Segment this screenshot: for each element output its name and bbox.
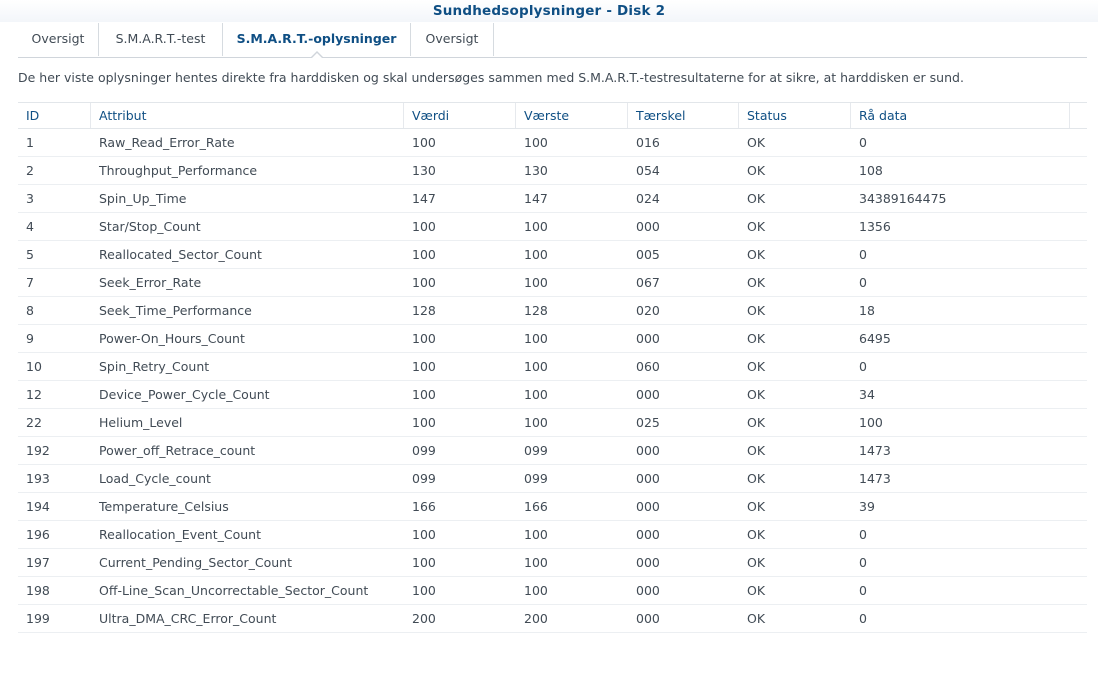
column-header-spacer xyxy=(1070,103,1087,128)
table-row[interactable] xyxy=(18,605,1087,633)
cell-threshold: 000 xyxy=(636,331,660,346)
cell-worst: 100 xyxy=(524,555,548,570)
cell-threshold: 000 xyxy=(636,527,660,542)
cell-worst: 130 xyxy=(524,163,548,178)
cell-threshold: 025 xyxy=(636,415,660,430)
cell-status: OK xyxy=(747,471,766,486)
cell-raw-data: 100 xyxy=(859,415,883,430)
cell-attribute: Star/Stop_Count xyxy=(99,219,201,234)
cell-id: 199 xyxy=(26,611,50,626)
cell-id: 198 xyxy=(26,583,50,598)
cell-threshold: 067 xyxy=(636,275,660,290)
cell-id: 9 xyxy=(26,331,34,346)
table-row[interactable] xyxy=(18,157,1087,185)
cell-status: OK xyxy=(747,611,766,626)
cell-raw-data: 1473 xyxy=(859,471,891,486)
cell-id: 5 xyxy=(26,247,34,262)
cell-raw-data: 1356 xyxy=(859,219,891,234)
cell-raw-data: 34389164475 xyxy=(859,191,947,206)
cell-worst: 100 xyxy=(524,135,548,150)
tab-smart-info[interactable] xyxy=(223,23,411,56)
cell-worst: 147 xyxy=(524,191,548,206)
cell-threshold: 000 xyxy=(636,611,660,626)
cell-id: 194 xyxy=(26,499,50,514)
table-row[interactable] xyxy=(18,325,1087,353)
cell-worst: 100 xyxy=(524,247,548,262)
column-header-raw-data[interactable]: Rå data xyxy=(851,103,1070,128)
cell-attribute: Ultra_DMA_CRC_Error_Count xyxy=(99,611,277,626)
cell-value: 166 xyxy=(412,499,436,514)
cell-status: OK xyxy=(747,555,766,570)
cell-value: 100 xyxy=(412,135,436,150)
cell-threshold: 000 xyxy=(636,471,660,486)
cell-worst: 100 xyxy=(524,415,548,430)
cell-value: 100 xyxy=(412,359,436,374)
cell-status: OK xyxy=(747,499,766,514)
cell-raw-data: 0 xyxy=(859,527,867,542)
cell-raw-data: 108 xyxy=(859,163,883,178)
table-header xyxy=(18,102,1087,129)
table-row[interactable] xyxy=(18,409,1087,437)
cell-threshold: 000 xyxy=(636,499,660,514)
cell-id: 1 xyxy=(26,135,34,150)
cell-worst: 100 xyxy=(524,219,548,234)
cell-worst: 166 xyxy=(524,499,548,514)
column-header-threshold[interactable]: Tærskel xyxy=(628,103,739,128)
cell-status: OK xyxy=(747,163,766,178)
table-row[interactable] xyxy=(18,521,1087,549)
cell-status: OK xyxy=(747,135,766,150)
cell-value: 100 xyxy=(412,415,436,430)
cell-value: 100 xyxy=(412,275,436,290)
table-row[interactable] xyxy=(18,269,1087,297)
cell-attribute: Seek_Time_Performance xyxy=(99,303,252,318)
cell-worst: 100 xyxy=(524,275,548,290)
cell-status: OK xyxy=(747,415,766,430)
cell-value: 100 xyxy=(412,331,436,346)
table-row[interactable] xyxy=(18,297,1087,325)
cell-attribute: Throughput_Performance xyxy=(99,163,258,178)
cell-threshold: 000 xyxy=(636,443,660,458)
cell-status: OK xyxy=(747,583,766,598)
tab-smart-info-label: S.M.A.R.T.-oplysninger xyxy=(236,31,397,46)
cell-raw-data: 0 xyxy=(859,611,867,626)
column-header-id[interactable]: ID xyxy=(18,103,91,128)
cell-worst: 200 xyxy=(524,611,548,626)
table-row[interactable] xyxy=(18,129,1087,157)
cell-raw-data: 0 xyxy=(859,555,867,570)
cell-value: 200 xyxy=(412,611,436,626)
cell-threshold: 005 xyxy=(636,247,660,262)
cell-value: 128 xyxy=(412,303,436,318)
cell-value: 100 xyxy=(412,527,436,542)
table-row[interactable] xyxy=(18,465,1087,493)
cell-value: 100 xyxy=(412,219,436,234)
cell-worst: 099 xyxy=(524,471,548,486)
cell-worst: 100 xyxy=(524,359,548,374)
cell-id: 10 xyxy=(26,359,42,374)
smart-attributes-table xyxy=(18,102,1087,633)
cell-status: OK xyxy=(747,191,766,206)
tab-overview-2[interactable]: Oversigt xyxy=(411,23,494,56)
cell-raw-data: 1473 xyxy=(859,443,891,458)
cell-status: OK xyxy=(747,387,766,402)
cell-threshold: 016 xyxy=(636,135,660,150)
cell-attribute: Raw_Read_Error_Rate xyxy=(99,135,235,150)
cell-threshold: 000 xyxy=(636,555,660,570)
cell-status: OK xyxy=(747,303,766,318)
cell-id: 196 xyxy=(26,527,50,542)
cell-raw-data: 0 xyxy=(859,247,867,262)
cell-worst: 100 xyxy=(524,527,548,542)
cell-attribute: Reallocation_Event_Count xyxy=(99,527,261,542)
cell-attribute: Off-Line_Scan_Uncorrectable_Sector_Count xyxy=(99,583,369,598)
cell-value: 100 xyxy=(412,555,436,570)
cell-raw-data: 18 xyxy=(859,303,875,318)
column-header-status[interactable]: Status xyxy=(739,103,851,128)
cell-threshold: 000 xyxy=(636,387,660,402)
table-row[interactable] xyxy=(18,353,1087,381)
cell-raw-data: 0 xyxy=(859,135,867,150)
cell-value: 130 xyxy=(412,163,436,178)
cell-attribute: Current_Pending_Sector_Count xyxy=(99,555,292,570)
column-header-value[interactable]: Værdi xyxy=(404,103,516,128)
cell-id: 8 xyxy=(26,303,34,318)
cell-id: 22 xyxy=(26,415,42,430)
cell-threshold: 060 xyxy=(636,359,660,374)
cell-worst: 128 xyxy=(524,303,548,318)
cell-status: OK xyxy=(747,219,766,234)
cell-status: OK xyxy=(747,331,766,346)
cell-raw-data: 0 xyxy=(859,359,867,374)
table-row[interactable] xyxy=(18,493,1087,521)
description-text: De her viste oplysninger hentes direkte fra harddisken og skal undersøges sammen med S.M.A.R.T.-testresultaterne for at sikre, at harddisken er sund. xyxy=(18,70,964,85)
cell-value: 100 xyxy=(412,247,436,262)
cell-id: 7 xyxy=(26,275,34,290)
cell-threshold: 000 xyxy=(636,219,660,234)
cell-raw-data: 34 xyxy=(859,387,875,402)
cell-threshold: 024 xyxy=(636,191,660,206)
cell-worst: 100 xyxy=(524,387,548,402)
cell-raw-data: 0 xyxy=(859,583,867,598)
cell-attribute: Seek_Error_Rate xyxy=(99,275,202,290)
table-row[interactable] xyxy=(18,549,1087,577)
cell-worst: 099 xyxy=(524,443,548,458)
cell-attribute: Spin_Up_Time xyxy=(99,191,187,206)
cell-id: 2 xyxy=(26,163,34,178)
cell-id: 192 xyxy=(26,443,50,458)
cell-raw-data: 0 xyxy=(859,275,867,290)
cell-value: 099 xyxy=(412,443,436,458)
cell-status: OK xyxy=(747,275,766,290)
cell-attribute: Spin_Retry_Count xyxy=(99,359,210,374)
tab-overview[interactable]: Oversigt xyxy=(18,23,99,56)
cell-raw-data: 6495 xyxy=(859,331,891,346)
cell-value: 099 xyxy=(412,471,436,486)
cell-worst: 100 xyxy=(524,331,548,346)
cell-attribute: Temperature_Celsius xyxy=(99,499,229,514)
tab-smart-test[interactable]: S.M.A.R.T.-test xyxy=(99,23,223,56)
cell-id: 3 xyxy=(26,191,34,206)
column-header-worst[interactable]: Værste xyxy=(516,103,628,128)
cell-threshold: 054 xyxy=(636,163,660,178)
window-title: Sundhedsoplysninger - Disk 2 xyxy=(0,0,1098,22)
table-row[interactable] xyxy=(18,185,1087,213)
cell-value: 147 xyxy=(412,191,436,206)
cell-id: 4 xyxy=(26,219,34,234)
cell-id: 193 xyxy=(26,471,50,486)
cell-value: 100 xyxy=(412,387,436,402)
cell-attribute: Load_Cycle_count xyxy=(99,471,211,486)
cell-value: 100 xyxy=(412,583,436,598)
cell-raw-data: 39 xyxy=(859,499,875,514)
cell-status: OK xyxy=(747,527,766,542)
cell-attribute: Helium_Level xyxy=(99,415,183,430)
table-row[interactable] xyxy=(18,241,1087,269)
cell-attribute: Reallocated_Sector_Count xyxy=(99,247,262,262)
table-body xyxy=(18,129,1087,633)
cell-status: OK xyxy=(747,443,766,458)
cell-attribute: Power_off_Retrace_count xyxy=(99,443,256,458)
cell-id: 12 xyxy=(26,387,42,402)
active-tab-indicator-fill xyxy=(312,53,322,58)
table-row[interactable] xyxy=(18,381,1087,409)
cell-threshold: 000 xyxy=(636,583,660,598)
table-row[interactable] xyxy=(18,437,1087,465)
table-row[interactable] xyxy=(18,577,1087,605)
table-row[interactable] xyxy=(18,213,1087,241)
cell-threshold: 020 xyxy=(636,303,660,318)
cell-status: OK xyxy=(747,359,766,374)
cell-id: 197 xyxy=(26,555,50,570)
cell-worst: 100 xyxy=(524,583,548,598)
cell-status: OK xyxy=(747,247,766,262)
column-header-attribute[interactable]: Attribut xyxy=(91,103,404,128)
cell-attribute: Device_Power_Cycle_Count xyxy=(99,387,270,402)
tab-bar xyxy=(18,23,1087,58)
cell-attribute: Power-On_Hours_Count xyxy=(99,331,245,346)
